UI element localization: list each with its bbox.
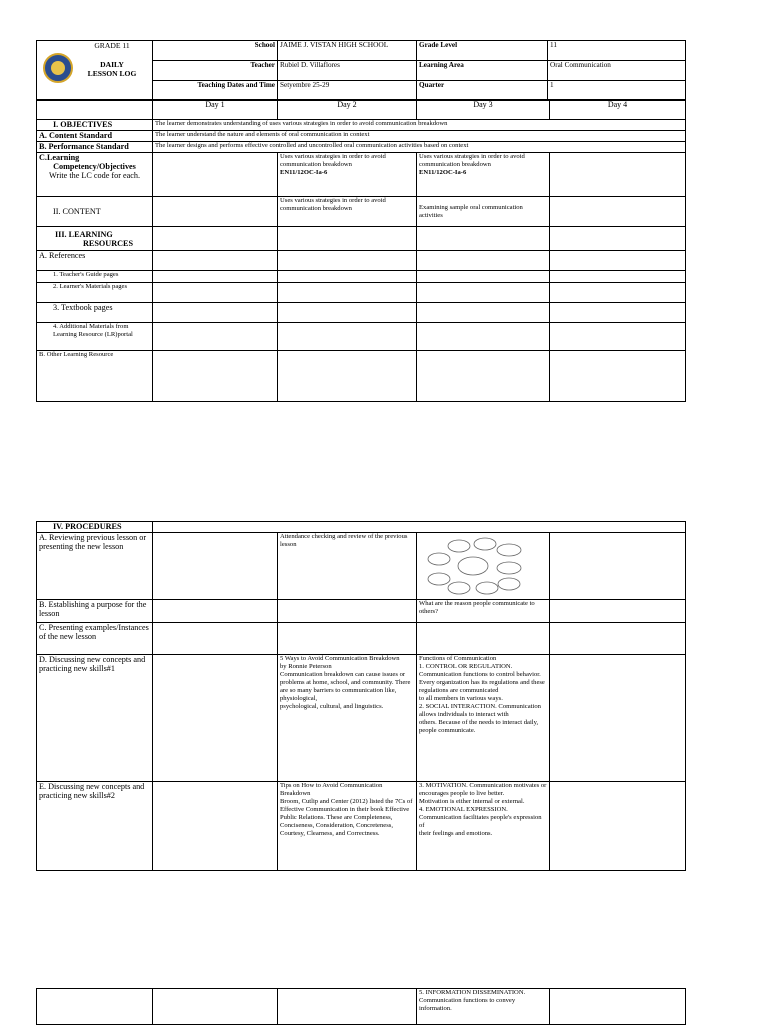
textbook-pages-day3 bbox=[417, 303, 550, 323]
proc-d-day3 bbox=[417, 655, 550, 782]
proc-a-day4 bbox=[550, 533, 686, 600]
proc-c-day2 bbox=[278, 623, 417, 655]
day-1-header: Day 1 bbox=[153, 101, 278, 120]
other-resource-day2 bbox=[278, 351, 417, 402]
textbook-pages-day4 bbox=[550, 303, 686, 323]
proc-a-day3 bbox=[417, 533, 550, 600]
grade-title: GRADE 11 bbox=[94, 41, 130, 50]
proc-d-day2-line: Communication breakdown can cause issues or problems at home, school, and community. There are so many barriers to communication like, physiological, bbox=[280, 671, 411, 702]
grade-level-value: 11 bbox=[548, 41, 686, 61]
other-resource-day3 bbox=[417, 351, 550, 402]
proc-b-day1 bbox=[153, 600, 278, 623]
lesson-log-header bbox=[36, 40, 686, 100]
grade-level-label: Grade Level bbox=[417, 41, 548, 61]
proc-d-day4 bbox=[550, 655, 686, 782]
teachers-guide-day4 bbox=[550, 271, 686, 283]
lc-day2-text: Uses various strategies in order to avoid communication breakdown bbox=[280, 153, 386, 168]
proc-e-day2 bbox=[278, 782, 417, 871]
proc-d-day2-line: by Ronnie Peterson bbox=[280, 663, 332, 670]
proc-e-day2-line: Tips on How to Avoid Communication Breakdown bbox=[280, 782, 383, 797]
quarter-label: Quarter bbox=[417, 81, 548, 100]
content-standard-label: A. Content Standard bbox=[37, 131, 153, 142]
school-value: JAIME J. VISTAN HIGH SCHOOL bbox=[278, 41, 417, 61]
lc-day1 bbox=[153, 153, 278, 197]
additional-materials-label: 4. Additional Materials from Learning Resource (LR)portal bbox=[37, 323, 153, 351]
references-day3 bbox=[417, 251, 550, 271]
content-label: II. CONTENT bbox=[37, 197, 153, 227]
proc-e-day3 bbox=[417, 782, 550, 871]
teachers-guide-label: 1. Teacher's Guide pages bbox=[37, 271, 153, 283]
lc-label-line3: Write the LC code for each. bbox=[48, 171, 141, 180]
proc-b-day4 bbox=[550, 600, 686, 623]
performance-standard-text: The learner designs and performs effective controlled and uncontrolled oral communication activities based on context bbox=[153, 142, 686, 153]
textbook-pages-day2 bbox=[278, 303, 417, 323]
additional-materials-day4 bbox=[550, 323, 686, 351]
proc-f-label bbox=[37, 989, 153, 1025]
content-day1 bbox=[153, 197, 278, 227]
school-label: School bbox=[153, 41, 278, 61]
proc-e-day3-line: Motivation is either internal or external. bbox=[419, 798, 525, 805]
lc-label-line2: Competency/Objectives bbox=[53, 162, 136, 171]
proc-d-day2-line: 5 Ways to Avoid Communication Breakdown bbox=[280, 655, 400, 662]
objectives-heading: I. OBJECTIVES bbox=[37, 120, 153, 131]
additional-materials-day2 bbox=[278, 323, 417, 351]
resources-label-line2: RESOURCES bbox=[83, 238, 134, 248]
proc-c-label: C. Presenting examples/Instances of the new lesson bbox=[37, 623, 153, 655]
proc-e-day2-line: Broom, Cutlip and Center (2012) listed the 7Cs of Effective Communication in their book Effective Public Relations. These are Completeness, Conciseness, Consideration, Concreteness, Courtesy, Clearness, and Correctness. bbox=[280, 798, 413, 837]
proc-d-day1 bbox=[153, 655, 278, 782]
proc-c-day4 bbox=[550, 623, 686, 655]
additional-materials-day3 bbox=[417, 323, 550, 351]
learners-materials-day2 bbox=[278, 283, 417, 303]
lc-day3-code: EN11/12OC-Ia-6 bbox=[419, 169, 467, 176]
proc-b-day2 bbox=[278, 600, 417, 623]
proc-e-day3-line: their feelings and emotions. bbox=[419, 830, 493, 837]
resources-label-line1: III. LEARNING bbox=[55, 229, 113, 239]
proc-f-day3-line: 5. INFORMATION DISSEMINATION. Communication functions to convey bbox=[419, 989, 526, 1004]
proc-e-day4 bbox=[550, 782, 686, 871]
proc-f-day1 bbox=[153, 989, 278, 1025]
learners-materials-label: 2. Learner's Materials pages bbox=[37, 283, 153, 303]
learners-materials-day4 bbox=[550, 283, 686, 303]
lc-day3-text: Uses various strategies in order to avoid communication breakdown bbox=[419, 153, 525, 168]
references-day2 bbox=[278, 251, 417, 271]
proc-f-day3-line: information. bbox=[419, 1005, 452, 1012]
performance-standard-label: B. Performance Standard bbox=[37, 142, 153, 153]
textbook-pages-label: 3. Textbook pages bbox=[37, 303, 153, 323]
learners-materials-day1 bbox=[153, 283, 278, 303]
proc-e-day3-line: 3. MOTIVATION. Communication motivates or encourages people to live better. bbox=[419, 782, 547, 797]
resources-day3 bbox=[417, 227, 550, 251]
teachers-guide-day3 bbox=[417, 271, 550, 283]
lc-day4 bbox=[550, 153, 686, 197]
day-header-blank bbox=[37, 101, 153, 120]
dates-label: Teaching Dates and Time bbox=[153, 81, 278, 100]
proc-c-day1 bbox=[153, 623, 278, 655]
procedures-heading-blank bbox=[153, 522, 686, 533]
communication-web-diagram-icon bbox=[425, 537, 545, 595]
quarter-value: 1 bbox=[548, 81, 686, 100]
references-day1 bbox=[153, 251, 278, 271]
proc-a-day2: Attendance checking and review of the previous lesson bbox=[278, 533, 417, 600]
references-day4 bbox=[550, 251, 686, 271]
proc-d-day3-line: 2. SOCIAL INTERACTION. Communication allows individuals to interact with bbox=[419, 703, 541, 718]
day-2-header: Day 2 bbox=[278, 101, 417, 120]
day-3-header: Day 3 bbox=[417, 101, 550, 120]
additional-materials-day1 bbox=[153, 323, 278, 351]
proc-a-day1 bbox=[153, 533, 278, 600]
textbook-pages-day1 bbox=[153, 303, 278, 323]
school-seal-icon bbox=[43, 53, 73, 83]
lc-day2-code: EN11/12OC-Ia-6 bbox=[280, 169, 328, 176]
proc-c-day3 bbox=[417, 623, 550, 655]
teachers-guide-day1 bbox=[153, 271, 278, 283]
content-day4 bbox=[550, 197, 686, 227]
teacher-label: Teacher bbox=[153, 61, 278, 81]
proc-f-day3 bbox=[417, 989, 550, 1025]
references-label: A. References bbox=[37, 251, 153, 271]
objectives-text: The learner demonstrates understanding of uses various strategies in order to avoid communication breakdown bbox=[153, 120, 686, 131]
proc-d-day3-line: Functions of Communication bbox=[419, 655, 497, 662]
other-resource-day4 bbox=[550, 351, 686, 402]
content-day3: Examining sample oral communication activities bbox=[417, 197, 550, 227]
proc-d-day2 bbox=[278, 655, 417, 782]
other-resource-label: B. Other Learning Resource bbox=[37, 351, 153, 402]
content-day2: Uses various strategies in order to avoid communication breakdown bbox=[278, 197, 417, 227]
learners-materials-day3 bbox=[417, 283, 550, 303]
lc-day2 bbox=[278, 153, 417, 197]
procedures-heading: IV. PROCEDURES bbox=[37, 522, 153, 533]
proc-b-label: B. Establishing a purpose for the lesson bbox=[37, 600, 153, 623]
teacher-value: Rubiel D. Villaflores bbox=[278, 61, 417, 81]
procedures-continued-table bbox=[36, 988, 686, 1025]
daily-lesson-log-title: DAILY LESSON LOG bbox=[87, 59, 137, 78]
procedures-table bbox=[36, 521, 686, 871]
content-standard-text: The learner understand the nature and elements of oral communication in context bbox=[153, 131, 686, 142]
proc-d-day3-line: to all members in various ways. bbox=[419, 695, 503, 702]
learning-competency-label bbox=[37, 153, 153, 197]
lc-label-line1: C.Learning bbox=[39, 153, 80, 162]
other-resource-day1 bbox=[153, 351, 278, 402]
day-4-header: Day 4 bbox=[550, 101, 686, 120]
proc-e-day1 bbox=[153, 782, 278, 871]
dates-value: Setyembre 25-29 bbox=[278, 81, 417, 100]
proc-e-label: E. Discussing new concepts and practicing new skills#2 bbox=[37, 782, 153, 871]
proc-f-day4 bbox=[550, 989, 686, 1025]
header-logo-cell bbox=[37, 41, 153, 100]
resources-day2 bbox=[278, 227, 417, 251]
objectives-table bbox=[36, 100, 686, 402]
proc-d-day3-line: others. Because of the needs to interact daily, people communicate. bbox=[419, 719, 539, 734]
learning-area-value: Oral Communication bbox=[548, 61, 686, 81]
learning-area-label: Learning Area bbox=[417, 61, 548, 81]
resources-label bbox=[37, 227, 153, 251]
teachers-guide-day2 bbox=[278, 271, 417, 283]
proc-d-day2-line: psychological, cultural, and linguistics. bbox=[280, 703, 384, 710]
resources-day4 bbox=[550, 227, 686, 251]
lc-day3 bbox=[417, 153, 550, 197]
proc-a-label: A. Reviewing previous lesson or presenting the new lesson bbox=[37, 533, 153, 600]
proc-d-day3-line: Every organization has its regulations and these regulations are communicated bbox=[419, 679, 545, 694]
resources-day1 bbox=[153, 227, 278, 251]
proc-d-label: D. Discussing new concepts and practicing new skills#1 bbox=[37, 655, 153, 782]
proc-f-day2 bbox=[278, 989, 417, 1025]
proc-d-day3-line: 1. CONTROL OR REGULATION. Communication functions to control behavior. bbox=[419, 663, 541, 678]
proc-b-day3: What are the reason people communicate to others? bbox=[417, 600, 550, 623]
proc-e-day3-line: 4. EMOTIONAL EXPRESSION. Communication facilitates people's expression of bbox=[419, 806, 542, 829]
